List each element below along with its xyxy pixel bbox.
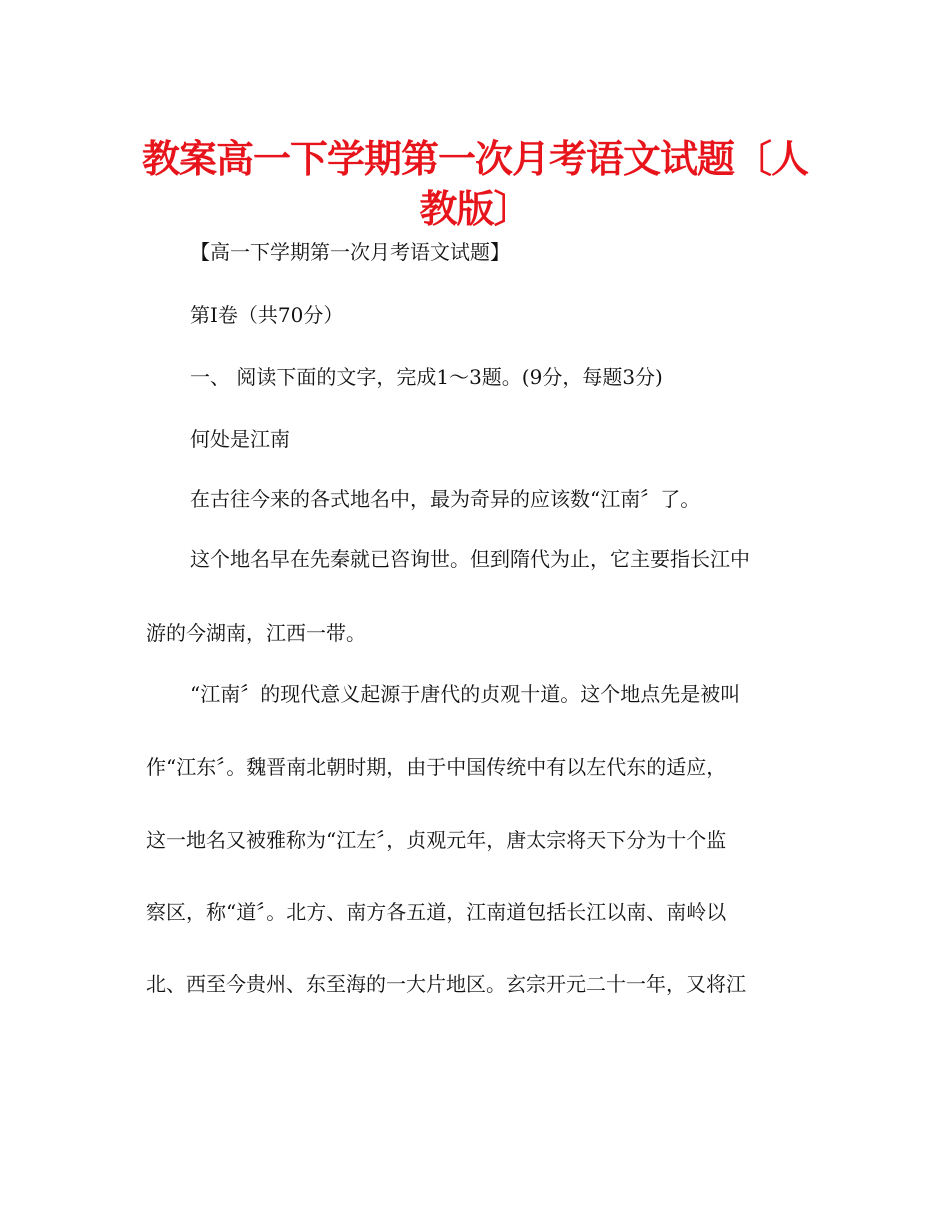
question-instruction: 一、 阅读下面的文字，完成1～3题。(9分，每题3分) [190, 365, 663, 389]
paragraph-line: “江南〞的现代意义起源于唐代的贞观十道。这个地点先是被叫 [190, 682, 741, 706]
subtitle-line: 【高一下学期第一次月考语文试题】 [190, 240, 510, 264]
paragraph-line: 察区，称“道〞。北方、南方各五道，江南道包括长江以南、南岭以 [146, 900, 727, 924]
document-title: 教案高一下学期第一次月考语文试题〔人教版〕 [141, 137, 808, 231]
paragraph-line: 作“江东〞。魏晋南北朝时期，由于中国传统中有以左代东的适应， [146, 755, 727, 779]
section-heading: 第Ⅰ卷（共70分） [190, 303, 344, 327]
paragraph-line: 游的今湖南，江西一带。 [146, 621, 366, 645]
paragraph-line: 这个地名早在先秦就已咨询世。但到隋代为止，它主要指长江中 [190, 547, 750, 571]
passage-title: 何处是江南 [190, 427, 290, 451]
paragraph-line: 这一地名又被雅称为“江左〞，贞观元年，唐太宗将天下分为十个监 [146, 828, 727, 852]
paragraph-line: 北、西至今贵州、东至海的一大片地区。玄宗开元二十一年，又将江 [146, 972, 746, 996]
paragraph-line: 在古往今来的各式地名中，最为奇异的应该数“江南〞了。 [190, 487, 701, 511]
